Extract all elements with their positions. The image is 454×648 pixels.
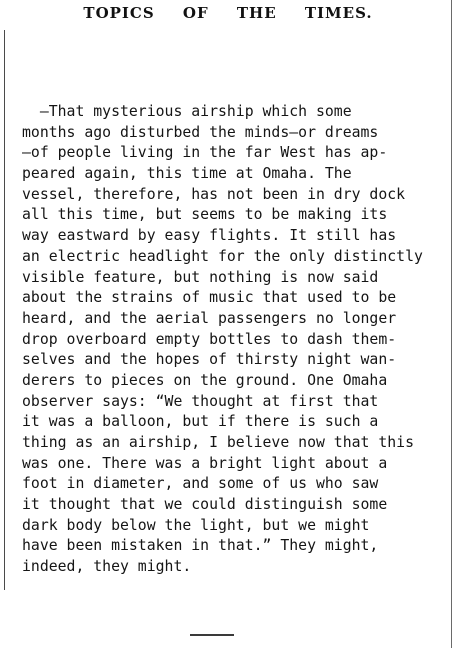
article-line: vessel, therefore, has not been in dry dock — [22, 185, 406, 203]
article-line: about the strains of music that used to be — [22, 289, 397, 307]
article-body — [22, 102, 438, 578]
end-of-article-rule — [190, 634, 234, 636]
article-line: was one. There was a bright light about a — [22, 454, 388, 472]
article-line: it thought that we could distinguish some — [22, 496, 388, 514]
article-line: observer says: “We thought at first that — [22, 392, 379, 410]
column-heading: TOPICS OF THE TIMES. — [83, 4, 373, 22]
article-line: it was a balloon, but if there is such a — [22, 413, 379, 431]
article-line: dark body below the light, but we might — [22, 516, 370, 534]
article-line: way eastward by easy flights. It still has — [22, 227, 397, 245]
article-line: —That mysterious airship which some — [22, 103, 352, 120]
article-line: an electric headlight for the only distinctly — [22, 247, 423, 265]
article-line: months ago disturbed the minds—or dreams — [22, 123, 379, 141]
article-line: thing as an airship, I believe now that this — [22, 434, 414, 451]
column-rule-left — [4, 30, 5, 590]
article-line: have been mistaken in that.” They might, — [22, 537, 379, 555]
article-line: indeed, they might. — [22, 558, 192, 576]
article-line: derers to pieces on the ground. One Omaha — [22, 371, 388, 389]
article-line: heard, and the aerial passengers no longer — [22, 309, 397, 327]
column-rule-right — [451, 0, 452, 648]
article-line: all this time, but seems to be making its — [22, 206, 388, 224]
article-line: selves and the hopes of thirsty night wan- — [22, 351, 397, 369]
article-line: —of people living in the far West has ap- — [22, 144, 388, 162]
article-line: drop overboard empty bottles to dash them- — [22, 330, 397, 348]
article-line: foot in diameter, and some of us who saw — [22, 475, 379, 493]
article-line: peared again, this time at Omaha. The — [22, 165, 352, 183]
article-line: visible feature, but nothing is now said — [22, 268, 379, 286]
